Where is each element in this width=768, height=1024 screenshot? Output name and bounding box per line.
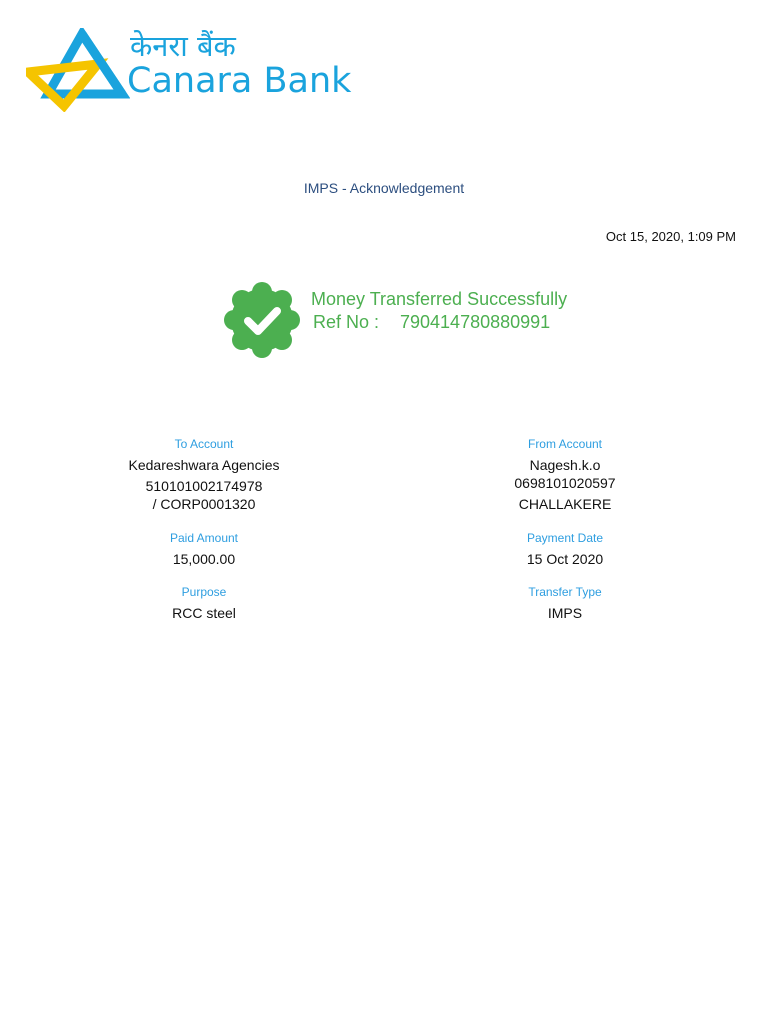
purpose-label: Purpose: [181, 585, 227, 599]
bank-name-english: Canara Bank: [127, 61, 352, 101]
document-title: IMPS - Acknowledgement: [303, 180, 465, 196]
paid-amount-value: 15,000.00: [172, 551, 236, 567]
timestamp: Oct 15, 2020, 1:09 PM: [605, 229, 736, 244]
from-account-branch: CHALLAKERE: [518, 496, 612, 512]
to-account-label: To Account: [174, 437, 234, 451]
bank-name-hindi: केनरा बैंक: [130, 29, 236, 63]
transfer-type-field: [445, 584, 685, 622]
transfer-type-label: Transfer Type: [528, 585, 602, 599]
purpose-field: [84, 584, 324, 622]
transfer-type-value: IMPS: [547, 605, 583, 621]
to-account-name: Kedareshwara Agencies: [128, 457, 280, 473]
payment-date-label: Payment Date: [526, 531, 604, 545]
success-check-icon: [222, 280, 302, 360]
paid-amount-field: [84, 530, 324, 568]
from-account-name: Nagesh.k.o: [529, 457, 601, 473]
reference-label: Ref No :: [313, 312, 380, 332]
canara-bank-logo-icon: [26, 28, 130, 112]
from-account-number: 0698101020597: [514, 475, 616, 491]
reference-row: [313, 312, 550, 333]
payment-date-value: 15 Oct 2020: [526, 551, 604, 567]
reference-number: 790414780880991: [400, 312, 551, 332]
to-account-number: 510101002174978: [145, 478, 263, 494]
purpose-value: RCC steel: [172, 605, 236, 621]
success-message: Money Transferred Successfully: [311, 289, 568, 309]
to-account-field: [84, 436, 324, 513]
from-account-label: From Account: [527, 437, 603, 451]
to-account-code: / CORP0001320: [152, 496, 256, 512]
from-account-field: [445, 436, 685, 513]
payment-date-field: [445, 530, 685, 568]
canara-bank-logo: [26, 28, 352, 112]
paid-amount-label: Paid Amount: [169, 531, 239, 545]
